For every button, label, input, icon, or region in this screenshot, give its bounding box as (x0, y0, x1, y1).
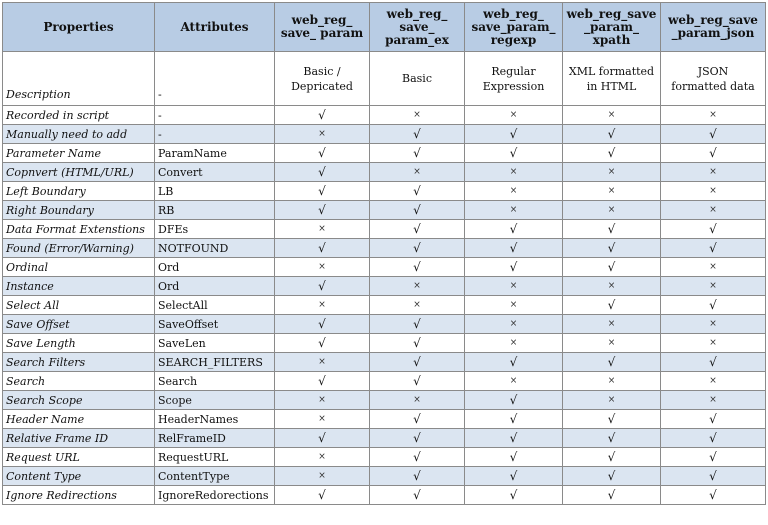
table-row (3, 144, 766, 163)
table-row (3, 391, 766, 410)
unsupported-mark-web-reg-save-param-xpath: × (563, 201, 661, 220)
table-row (3, 486, 766, 505)
supported-mark-web-reg-save-param-regexp: √ (465, 486, 563, 505)
unsupported-mark-web-reg-save-param-regexp: × (465, 163, 563, 182)
supported-mark-web-reg-save-param-xpath: √ (563, 353, 661, 372)
supported-mark-web-reg-save-param-xpath: √ (563, 467, 661, 486)
unsupported-mark-web-reg-save-param-xpath: × (563, 334, 661, 353)
supported-mark-web-reg-save-param-ex: √ (370, 429, 465, 448)
supported-mark-web-reg-save-param-xpath: √ (563, 125, 661, 144)
unsupported-mark-web-reg-save-param: × (275, 258, 370, 277)
supported-mark-web-reg-save-param-json: √ (661, 125, 766, 144)
supported-mark-web-reg-save-param: √ (275, 182, 370, 201)
supported-mark-web-reg-save-param-json: √ (661, 448, 766, 467)
attribute-name: IgnoreRedorections (155, 486, 275, 505)
table-row (3, 296, 766, 315)
supported-mark-web-reg-save-param: √ (275, 106, 370, 125)
unsupported-mark-web-reg-save-param-ex: × (370, 391, 465, 410)
attribute-name: RequestURL (155, 448, 275, 467)
supported-mark-web-reg-save-param: √ (275, 315, 370, 334)
header-web-reg-save-param-xpath: web_reg_save _param_ xpath (563, 3, 661, 52)
property-name: Search Scope (3, 391, 155, 410)
unsupported-mark-web-reg-save-param-ex: × (370, 106, 465, 125)
supported-mark-web-reg-save-param-json: √ (661, 144, 766, 163)
attribute-name: NOTFOUND (155, 239, 275, 258)
header-web-reg-save-param-regexp: web_reg_ save_param_ regexp (465, 3, 563, 52)
table-row (3, 163, 766, 182)
property-name: Found (Error/Warning) (3, 239, 155, 258)
supported-mark-web-reg-save-param-regexp: √ (465, 429, 563, 448)
supported-mark-web-reg-save-param-regexp: √ (465, 391, 563, 410)
supported-mark-web-reg-save-param-xpath: √ (563, 429, 661, 448)
table-row (3, 125, 766, 144)
attribute-name: Scope (155, 391, 275, 410)
supported-mark-web-reg-save-param-json: √ (661, 429, 766, 448)
property-name: Request URL (3, 448, 155, 467)
attribute-name: Ord (155, 277, 275, 296)
header-attributes: Attributes (155, 3, 275, 52)
supported-mark-web-reg-save-param-xpath: √ (563, 486, 661, 505)
supported-mark-web-reg-save-param-ex: √ (370, 144, 465, 163)
table-row (3, 258, 766, 277)
unsupported-mark-web-reg-save-param-regexp: × (465, 277, 563, 296)
attribute-name: Search (155, 372, 275, 391)
property-name: Left Boundary (3, 182, 155, 201)
attribute-name: - (155, 106, 275, 125)
attribute-name: LB (155, 182, 275, 201)
attribute-name: Convert (155, 163, 275, 182)
supported-mark-web-reg-save-param-ex: √ (370, 486, 465, 505)
header-web-reg-save-param-json: web_reg_save _param_json (661, 3, 766, 52)
unsupported-mark-web-reg-save-param-xpath: × (563, 182, 661, 201)
property-name: Select All (3, 296, 155, 315)
unsupported-mark-web-reg-save-param: × (275, 353, 370, 372)
header-row (3, 3, 766, 52)
property-name: Ignore Redirections (3, 486, 155, 505)
property-name: Content Type (3, 467, 155, 486)
property-name: Manually need to add (3, 125, 155, 144)
unsupported-mark-web-reg-save-param-regexp: × (465, 106, 563, 125)
supported-mark-web-reg-save-param-xpath: √ (563, 144, 661, 163)
supported-mark-web-reg-save-param: √ (275, 372, 370, 391)
supported-mark-web-reg-save-param: √ (275, 163, 370, 182)
supported-mark-web-reg-save-param-xpath: √ (563, 220, 661, 239)
unsupported-mark-web-reg-save-param-json: × (661, 391, 766, 410)
unsupported-mark-web-reg-save-param-xpath: × (563, 391, 661, 410)
table-row (3, 429, 766, 448)
table-row (3, 448, 766, 467)
property-name: Right Boundary (3, 201, 155, 220)
description-row (3, 52, 766, 106)
unsupported-mark-web-reg-save-param-regexp: × (465, 201, 563, 220)
unsupported-mark-web-reg-save-param-xpath: × (563, 315, 661, 334)
supported-mark-web-reg-save-param-ex: √ (370, 448, 465, 467)
supported-mark-web-reg-save-param: √ (275, 429, 370, 448)
property-name: Save Offset (3, 315, 155, 334)
table-row (3, 220, 766, 239)
unsupported-mark-web-reg-save-param-regexp: × (465, 334, 563, 353)
attribute-name: - (155, 125, 275, 144)
supported-mark-web-reg-save-param: √ (275, 486, 370, 505)
unsupported-mark-web-reg-save-param-ex: × (370, 163, 465, 182)
supported-mark-web-reg-save-param: √ (275, 144, 370, 163)
supported-mark-web-reg-save-param-ex: √ (370, 125, 465, 144)
table-row (3, 315, 766, 334)
supported-mark-web-reg-save-param-xpath: √ (563, 448, 661, 467)
comparison-table (2, 2, 766, 505)
supported-mark-web-reg-save-param-regexp: √ (465, 410, 563, 429)
unsupported-mark-web-reg-save-param: × (275, 467, 370, 486)
unsupported-mark-web-reg-save-param: × (275, 391, 370, 410)
unsupported-mark-web-reg-save-param-json: × (661, 315, 766, 334)
table-row (3, 277, 766, 296)
unsupported-mark-web-reg-save-param-json: × (661, 163, 766, 182)
table-row (3, 372, 766, 391)
property-name: Copnvert (HTML/URL) (3, 163, 155, 182)
unsupported-mark-web-reg-save-param-regexp: × (465, 182, 563, 201)
supported-mark-web-reg-save-param-xpath: √ (563, 296, 661, 315)
description-web-reg-save-param-xpath: XML formatted in HTML (563, 52, 661, 106)
table-body (3, 106, 766, 505)
supported-mark-web-reg-save-param-regexp: √ (465, 144, 563, 163)
property-name: Instance (3, 277, 155, 296)
property-name: Data Format Extenstions (3, 220, 155, 239)
attribute-name: ParamName (155, 144, 275, 163)
supported-mark-web-reg-save-param: √ (275, 239, 370, 258)
supported-mark-web-reg-save-param-ex: √ (370, 410, 465, 429)
unsupported-mark-web-reg-save-param-json: × (661, 258, 766, 277)
table-row (3, 106, 766, 125)
supported-mark-web-reg-save-param-ex: √ (370, 315, 465, 334)
description-web-reg-save-param: Basic / Depricated (275, 52, 370, 106)
supported-mark-web-reg-save-param-ex: √ (370, 467, 465, 486)
supported-mark-web-reg-save-param: √ (275, 201, 370, 220)
unsupported-mark-web-reg-save-param: × (275, 220, 370, 239)
unsupported-mark-web-reg-save-param-xpath: × (563, 106, 661, 125)
attribute-name: SelectAll (155, 296, 275, 315)
supported-mark-web-reg-save-param-regexp: √ (465, 448, 563, 467)
unsupported-mark-web-reg-save-param: × (275, 410, 370, 429)
supported-mark-web-reg-save-param-xpath: √ (563, 239, 661, 258)
supported-mark-web-reg-save-param: √ (275, 277, 370, 296)
unsupported-mark-web-reg-save-param-json: × (661, 277, 766, 296)
supported-mark-web-reg-save-param-json: √ (661, 239, 766, 258)
description-web-reg-save-param-regexp: Regular Expression (465, 52, 563, 106)
header-properties: Properties (3, 3, 155, 52)
supported-mark-web-reg-save-param-json: √ (661, 467, 766, 486)
description-attribute: - (155, 52, 275, 106)
table-row (3, 201, 766, 220)
property-name: Save Length (3, 334, 155, 353)
supported-mark-web-reg-save-param-regexp: √ (465, 239, 563, 258)
description-web-reg-save-param-ex: Basic (370, 52, 465, 106)
unsupported-mark-web-reg-save-param-regexp: × (465, 372, 563, 391)
unsupported-mark-web-reg-save-param-xpath: × (563, 372, 661, 391)
unsupported-mark-web-reg-save-param-json: × (661, 372, 766, 391)
supported-mark-web-reg-save-param-ex: √ (370, 353, 465, 372)
supported-mark-web-reg-save-param-regexp: √ (465, 125, 563, 144)
description-label: Description (3, 52, 155, 106)
supported-mark-web-reg-save-param: √ (275, 334, 370, 353)
unsupported-mark-web-reg-save-param-ex: × (370, 296, 465, 315)
unsupported-mark-web-reg-save-param-regexp: × (465, 296, 563, 315)
property-name: Search (3, 372, 155, 391)
supported-mark-web-reg-save-param-ex: √ (370, 239, 465, 258)
property-name: Relative Frame ID (3, 429, 155, 448)
unsupported-mark-web-reg-save-param: × (275, 296, 370, 315)
description-web-reg-save-param-json: JSON formatted data (661, 52, 766, 106)
unsupported-mark-web-reg-save-param-json: × (661, 201, 766, 220)
unsupported-mark-web-reg-save-param-regexp: × (465, 315, 563, 334)
table-row (3, 182, 766, 201)
attribute-name: SaveOffset (155, 315, 275, 334)
property-name: Ordinal (3, 258, 155, 277)
property-name: Recorded in script (3, 106, 155, 125)
attribute-name: HeaderNames (155, 410, 275, 429)
table-row (3, 467, 766, 486)
supported-mark-web-reg-save-param-json: √ (661, 353, 766, 372)
supported-mark-web-reg-save-param-json: √ (661, 486, 766, 505)
supported-mark-web-reg-save-param-regexp: √ (465, 258, 563, 277)
table-row (3, 353, 766, 372)
attribute-name: DFEs (155, 220, 275, 239)
property-name: Header Name (3, 410, 155, 429)
supported-mark-web-reg-save-param-ex: √ (370, 220, 465, 239)
supported-mark-web-reg-save-param-ex: √ (370, 201, 465, 220)
property-name: Search Filters (3, 353, 155, 372)
table-row (3, 239, 766, 258)
property-name: Parameter Name (3, 144, 155, 163)
attribute-name: Ord (155, 258, 275, 277)
unsupported-mark-web-reg-save-param-xpath: × (563, 277, 661, 296)
attribute-name: ContentType (155, 467, 275, 486)
supported-mark-web-reg-save-param-json: √ (661, 296, 766, 315)
header-web-reg-save-param: web_reg_ save_ param (275, 3, 370, 52)
supported-mark-web-reg-save-param-ex: √ (370, 258, 465, 277)
table-row (3, 410, 766, 429)
supported-mark-web-reg-save-param-regexp: √ (465, 353, 563, 372)
unsupported-mark-web-reg-save-param: × (275, 448, 370, 467)
unsupported-mark-web-reg-save-param-json: × (661, 334, 766, 353)
supported-mark-web-reg-save-param-regexp: √ (465, 220, 563, 239)
table-row (3, 334, 766, 353)
supported-mark-web-reg-save-param-xpath: √ (563, 410, 661, 429)
unsupported-mark-web-reg-save-param-xpath: × (563, 163, 661, 182)
supported-mark-web-reg-save-param-ex: √ (370, 372, 465, 391)
unsupported-mark-web-reg-save-param-ex: × (370, 277, 465, 296)
attribute-name: SaveLen (155, 334, 275, 353)
unsupported-mark-web-reg-save-param-json: × (661, 182, 766, 201)
attribute-name: SEARCH_FILTERS (155, 353, 275, 372)
attribute-name: RB (155, 201, 275, 220)
unsupported-mark-web-reg-save-param: × (275, 125, 370, 144)
supported-mark-web-reg-save-param-json: √ (661, 410, 766, 429)
supported-mark-web-reg-save-param-ex: √ (370, 334, 465, 353)
unsupported-mark-web-reg-save-param-json: × (661, 106, 766, 125)
supported-mark-web-reg-save-param-xpath: √ (563, 258, 661, 277)
supported-mark-web-reg-save-param-ex: √ (370, 182, 465, 201)
supported-mark-web-reg-save-param-json: √ (661, 220, 766, 239)
supported-mark-web-reg-save-param-regexp: √ (465, 467, 563, 486)
attribute-name: RelFrameID (155, 429, 275, 448)
header-web-reg-save-param-ex: web_reg_ save_ param_ex (370, 3, 465, 52)
